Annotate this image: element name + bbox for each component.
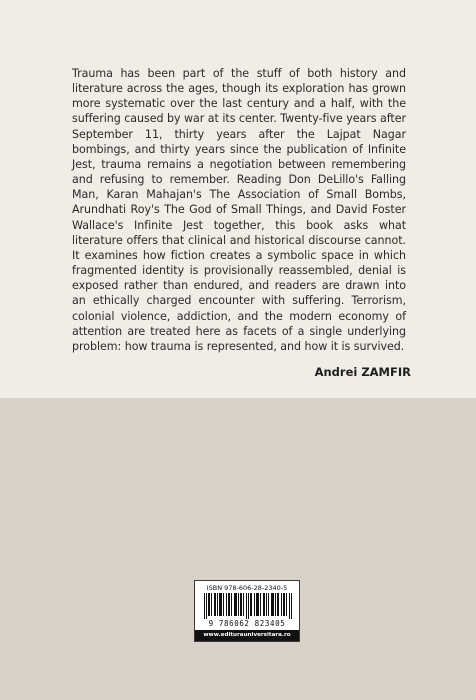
isbn-label: ISBN 978-606-28-2340-5 xyxy=(206,584,288,592)
isbn-barcode-block xyxy=(194,580,300,642)
author-name: Andrei ZAMFIR xyxy=(314,365,411,379)
publisher-url: www.editurauniversitara.ro xyxy=(195,630,299,641)
barcode-digits: 9 786062 823405 xyxy=(208,619,286,628)
barcode-icon xyxy=(204,593,292,619)
lower-panel xyxy=(0,398,476,700)
back-cover-blurb: Trauma has been part of the stuff of both history and literature across the ages, though its exploration has grown more systematic over the last century and a half, with the suffering caused by war at its center. Twenty-five years after September 11, thirty years after the Lajpat Nagar bombings, and thirty years since the publication of Infinite Jest, trauma remains a negotiation between remembering and refusing to remember. Reading Don DeLillo's Falling Man, Karan Mahajan's The Association of Small Bombs, Arundhati Roy's The God of Small Things, and David Foster Wallace's Infinite Jest together, this book asks what literature offers that clinical and historical discourse cannot. It examines how fiction creates a symbolic space in which fragmented identity is provisionally reassembled, denial is exposed rather than endured, and readers are drawn into an ethically charged encounter with suffering. Terrorism, colonial violence, addiction, and the modern economy of attention are treated here as facets of a single underlying problem: how trauma is represented, and how it is survived. xyxy=(72,67,406,353)
